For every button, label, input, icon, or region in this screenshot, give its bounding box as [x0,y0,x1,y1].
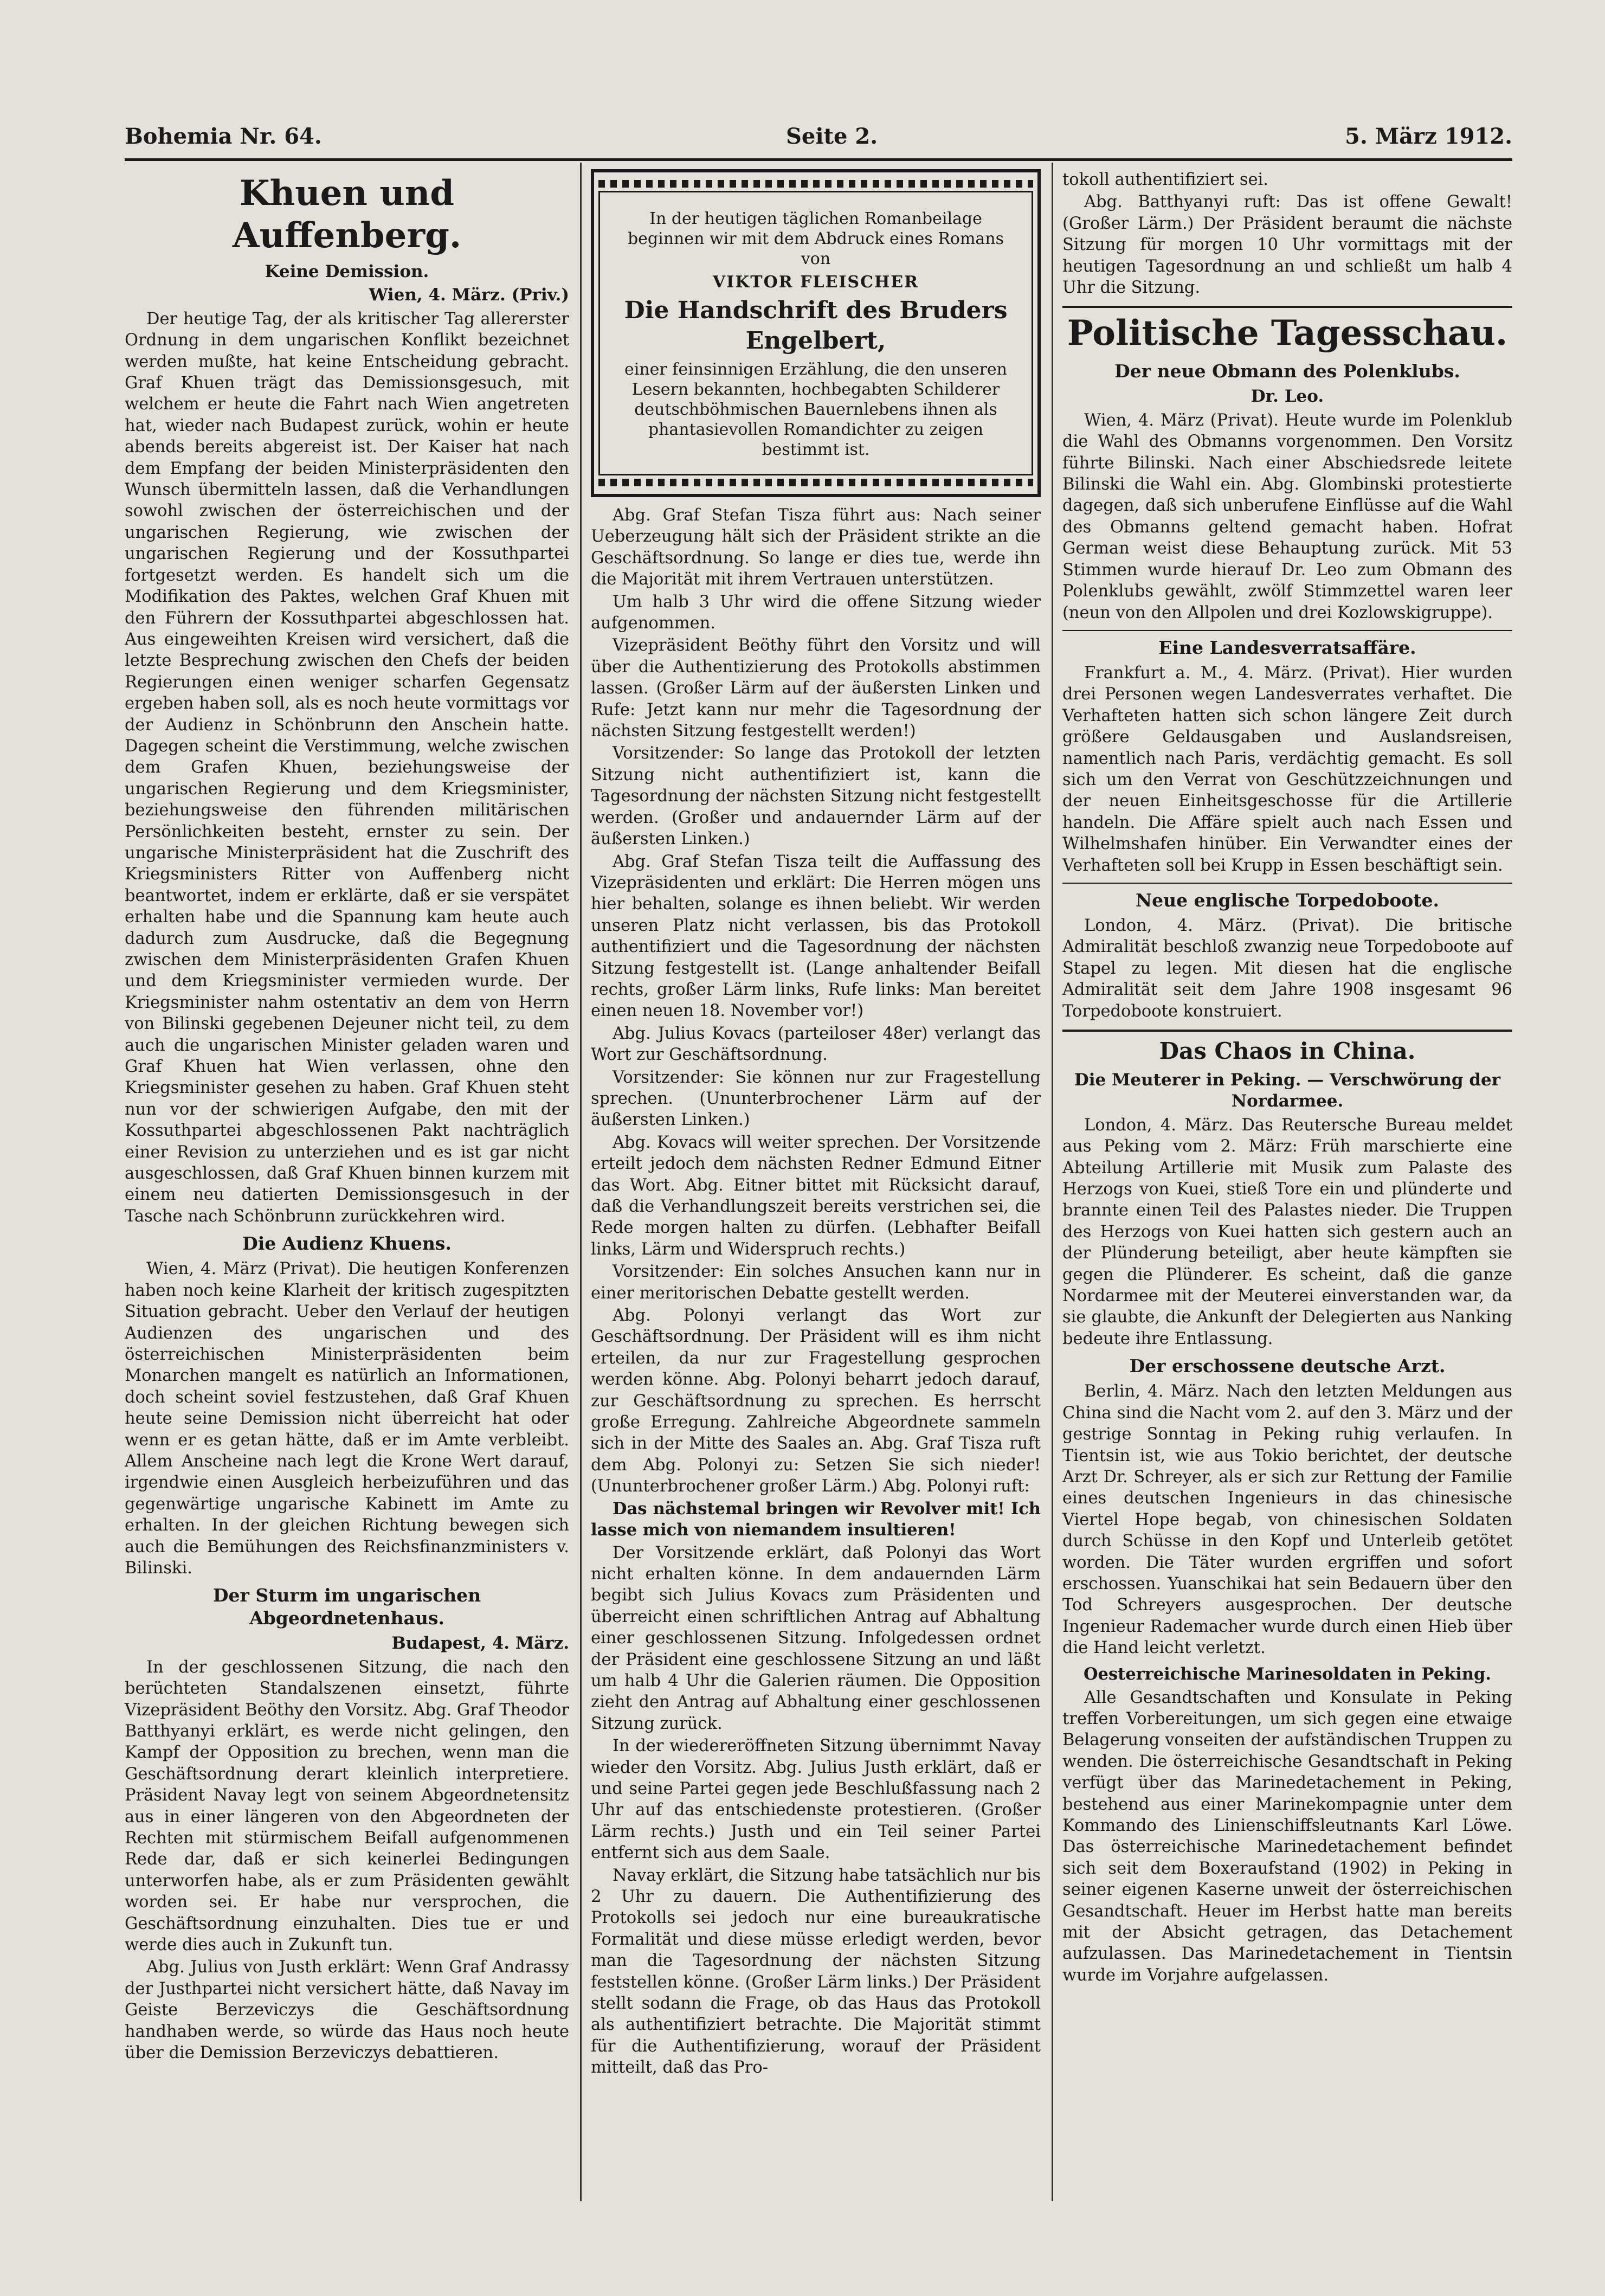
article-title-khuen: Khuen und Auffenberg. [232,173,462,256]
article-paragraph: Der heutige Tag, der als kritischer Tag allererster Ordnung in dem ungarischen Konflikt bezeichnet werden mußte, hat keine Entscheidung gebracht. Graf Khuen trägt das Demissionsgesuch, mit welchem er heute die Fahrt nach Wien angetreten hat, wieder nach Budapest zurück, wohin er heute abends bereits abgereist ist. Der Kaiser hat nach dem Empfang der beiden Ministerpräsidenten den Wunsch übermitteln lassen, daß die Verhandlungen sowohl zwischen der österreichischen und der ungarischen Regierung, wie zwischen der ungarischen Regierung und der Kossuthpartei fortgesetzt werden. Es handelt sich um die Modifikation des Paktes, welchen Graf Khuen mit den Führern der Kossuthpartei abgeschlossen hat. Aus eingeweihten Kreisen wird versichert, daß die letzte Besprechung zwischen den Chefs der beiden Regierungen einen weniger scharfen Gegensatz ergeben haben soll, als es noch heute vormittags vor der Audienz in Schönbrunn den Anschein hatte. Dagegen scheint die Verstimmung, welche zwischen dem Grafen Khuen, beziehungsweise der ungarischen Regierung und dem Kriegsminister, beziehungsweise den führenden militärischen Persönlichkeiten besteht, ernster zu sein. Der ungarische Ministerpräsident hat die Zuschrift des Kriegsministers Ritter von Auffenberg nicht beantwortet, indem er erklärte, daß er sie verspätet erhalten habe und die Spannung kam heute auch dadurch zum Ausdrucke, daß die Begegnung zwischen dem Ministerpräsidenten Grafen Khuen und dem Kriegsminister vermieden wurde. Der Kriegsminister nahm ostentativ an dem von Herrn von Bilinski gegebenen Dejeuner nicht teil, zu dem auch die ungarischen Minister geladen waren und Graf Khuen hat Wien verlassen, ohne den Kriegsminister gesehen zu haben. Graf Khuen steht nun vor der schwierigen Aufgabe, den mit der Kossuthpartei abgeschlossenen Pakt nachträglich einer Revision zu unterziehen und es ist gar nicht ausgeschlossen, daß Graf Khuen binnen kurzem mit einem neu datierten Demissionsgesuch in der Tasche nach Schönbrunn zurückkehren wird. [125,309,569,1226]
issue-number: Bohemia Nr. 64. [125,124,322,149]
section-title-tagesschau: Politische Tagesschau. [1067,313,1508,354]
column-rule-1 [580,163,582,2201]
article-paragraph: Wien, 4. März (Privat). Die heutigen Konferenzen haben noch keine Klarheit der kritisch zugespitzten Situation gebracht. Ueber den Verlauf der heutigen Audienzen des ungarischen und des österreichischen Ministerpräsidenten beim Monarchen mangelt es natürlich an Informationen, doch scheint soviel festzustehen, daß Graf Khuen heute seine Demission nicht überreicht hat oder wenn er es getan hätte, daß er im Amte verbleibt. Allem Anscheine nach legt die Krone Wert darauf, irgendwie einen Ausgleich herbeizuführen und das gegenwärtige ungarische Kabinett im Amte zu erhalten. In der gleichen Richtung bewegen sich auch die Bemühungen des Reichsfinanzministers v. Bilinski. [125,1259,569,1578]
article-paragraph: Wien, 4. März (Privat). Heute wurde im Polenklub die Wahl des Obmanns vorgenommen. Den Vorsitz führte Bilinski. Nach einer Abschiedsrede leitete Bilinski die Wahl ein. Abg. Glombinski protestierte dagegen, daß sich unberufene Einflüsse auf die Wahl des Obmanns geltend gemacht haben. Hofrat German weist diese Behauptung zurück. Mit 53 Stimmen wurde hierauf Dr. Leo zum Obmann des Polenklubs gewählt, zwölf Stimmzettel waren leer (neun von den Allpolen und drei Kozlowskigruppe). [1062,410,1512,622]
article-paragraph: Der Vorsitzende erklärt, daß Polonyi das Wort nicht erhalten könne. In dem andauernden Lärm begibt sich Julius Kovacs zum Präsidenten und überreicht einen schriftlichen Antrag auf Abhaltung einer geschlossenen Sitzung. Infolgedessen ordnet der Präsident eine geschlossene Sitzung an und läßt um halb 4 Uhr die Galerien räumen. Die Opposition zieht den Antrag auf Abhaltung einer geschlossenen Sitzung zurück. [591,1543,1041,1733]
section-rule [1062,1030,1512,1032]
article-paragraph: Abg. Julius Kovacs (parteiloser 48er) verlangt das Wort zur Geschäftsordnung. [591,1024,1041,1065]
subhead-landesverrat: Eine Landesverratsaffäre. [1158,636,1416,658]
dateline: Budapest, 4. März. [391,1633,569,1654]
subhead-torpedoboote: Neue englische Torpedoboote. [1135,889,1440,911]
subhead-marine: Oesterreichische Marinesoldaten in Peking. [1083,1664,1491,1684]
subhead-polenklub: Der neue Obmann des Polenklubs. [1114,361,1460,382]
article-paragraph: tokoll authentifiziert sei. [1062,170,1268,189]
subhead-audienz: Die Audienz Khuens. [242,1233,452,1255]
article-subtitle: Dr. Leo. [1251,387,1324,407]
header-rule [125,158,1512,161]
article-paragraph: Alle Gesandtschaften und Konsulate in Peking treffen Vorbereitungen, um sich gegen eine etwaige Belagerung vonseiten der aufständischen Truppen zu wenden. Die österreichische Gesandtschaft in Peking verfügt über das Marinedetachement in Peking, bestehend aus einer Marinekompagnie unter dem Kommando des Linienschiffsleutnants Karl Löwe. Das österreichische Marinedetachement befindet sich seit dem Boxeraufstand (1902) in Peking in seiner eigenen Kaserne unweit der österreichischen Gesandtschaft. Heuer im Herbst hatte man bereits mit der Absicht getragen, das Detachement aufzulassen. Das Marinedetachement in Tientsin wurde im Vorjahre aufgelassen. [1062,1688,1512,1985]
article-paragraph: Das nächstemal bringen wir Revolver mit! Ich lasse mich von niemandem insultieren! [591,1498,1041,1540]
section-rule [1062,630,1512,631]
box-ornament [598,479,1033,486]
article-paragraph: Abg. Polonyi verlangt das Wort zur Geschäftsordnung. Der Präsident will es ihm nicht erteilen, da nur zur Fragestellung gesprochen werden könne. Abg. Polonyi beharrt jedoch darauf, zur Geschäftsordnung zu sprechen. Es herrscht große Erregung. Zahlreiche Abgeordnete sammeln sich in der Mitte des Saales an. Abg. Graf Tisza ruft dem Abg. Polonyi zu: Setzen Sie sich nieder! (Ununterbrochener großer Lärm.) Abg. Polonyi ruft: [591,1306,1041,1496]
page-number: Seite 2. [786,124,878,149]
subhead-sturm: Der Sturm im ungarischen Abgeordnetenhaus. [212,1585,481,1629]
novel-announcement-box [591,169,1041,497]
article-paragraph: Abg. Batthyanyi ruft: Das ist offene Gewalt! (Großer Lärm.) Der Präsident beraumt die nächste Sitzung für morgen 10 Uhr vormittags mit der heutigen Tagesordnung an und schließt um halb 4 Uhr die Sitzung. [1062,192,1512,298]
article-paragraph: Abg. Julius von Justh erklärt: Wenn Graf Andrassy der Justhpartei nicht versichert hätte, daß Navay im Geiste Berzeviczys die Geschäftsordnung handhaben werde, so würde das Haus noch heute über die Demission Berzeviczys debattieren. [125,1958,569,2063]
article-subtitle: Die Meuterer in Peking. — Verschwörung der Nordarmee. [1074,1070,1501,1111]
article-paragraph: In der wiedereröffneten Sitzung übernimmt Navay wieder den Vorsitz. Abg. Julius Justh erklärt, daß er und seine Partei gegen jede Beschlußfassung nach 2 Uhr auf das entschiedenste protestieren. (Großer Lärm rechts.) Justh und ein Teil seiner Partei entfernt sich aus dem Saale. [591,1737,1041,1863]
column-3 [1062,169,1512,1987]
article-paragraph: Abg. Kovacs will weiter sprechen. Der Vorsitzende erteilt jedoch dem nächsten Redner Edmund Eitner das Wort. Abg. Eitner bittet mit Rücksicht darauf, daß die Verhandlungszeit bereits verstrichen sei, die Rede morgen halten zu dürfen. (Lebhafter Beifall links, Lärm und Widerspruch rechts.) [591,1133,1041,1259]
article-paragraph: Vorsitzender: So lange das Protokoll der letzten Sitzung nicht authentifiziert ist, kann die Tagesordnung der nächsten Sitzung nicht festgestellt werden. (Großer und andauernder Lärm auf der äußersten Linken.) [591,744,1041,849]
article-paragraph: London, 4. März. Das Reutersche Bureau meldet aus Peking vom 2. März: Früh marschierte eine Abteilung Artillerie mit Musik zum Palaste des Herzogs von Kuei, stieß Tore ein und plünderte und brannte einen Teil des Palastes nieder. Die Truppen des Herzogs von Kuei hatten sich gestern auch an der Plünderung beteiligt, aber heute kämpften sie gegen die Plünderer. Es scheint, daß die ganze Nordarmee mit der Meuterei einverstanden war, da sie glaubte, die Ankunft der Delegierten aus Nanking bedeute ihre Entlassung. [1062,1115,1512,1348]
article-subtitle: Keine Demission. [265,262,429,281]
announcement-intro: In der heutigen täglichen Romanbeilage beginnen wir mit dem Abdruck eines Romans von [627,209,1004,268]
article-paragraph: In der geschlossenen Sitzung, die nach den berüchteten Standalszenen einsetzt, führte Vizepräsident Beöthy den Vorsitz. Abg. Graf Theodor Batthyanyi erklärt, es werde nicht gelingen, den Kampf der Opposition zu brechen, wenn man die Geschäftsordnung derart kleinlich interpretiere. Präsident Navay legt von seinem Abgeordnetensitz aus in einer längeren von den Abgeordneten der Rechten mit stürmischem Beifall aufgenommenen Rede dar, daß er sich keinerlei Bedingungen unterworfen habe, als er zum Präsidenten gewählt worden sei. Er habe nur versprochen, die Geschäftsordnung einzuhalten. Dies tue er und werde dies auch in Zukunft tun. [125,1657,569,1955]
column-1 [125,169,569,2065]
article-paragraph: Abg. Graf Stefan Tisza führt aus: Nach seiner Ueberzeugung hält sich der Präsident strikte an die Geschäftsordnung. So lange er dies tue, werde ihn die Majorität mit ihrem Vertrauen unterstützen. [591,506,1041,589]
novel-announcement [598,191,1033,475]
announcement-text: einer feinsinnigen Erzählung, die den unseren Lesern bekannten, hochbegabten Schilderer deutschböhmischen Bauernlebens ihnen als phantasievollen Romandichter zu zeigen bestimmt ist. [624,360,1007,459]
dateline: Wien, 4. März. (Priv.) [369,285,569,305]
article-paragraph: Vorsitzender: Sie können nur zur Fragestellung sprechen. (Ununterbrochener Lärm auf der äußersten Linken.) [591,1067,1041,1130]
article-paragraph: Vizepräsident Beöthy führt den Vorsitz und will über die Authentizierung des Protokolls abstimmen lassen. (Großer Lärm auf der äußersten Linken und Rufe: Jetzt kann nur mehr die Tagesordnung der nächsten Sitzung festgestellt werden!) [591,636,1041,741]
column-rule-2 [1052,163,1053,2201]
issue-date: 5. März 1912. [1345,124,1512,149]
article-paragraph: Abg. Graf Stefan Tisza teilt die Auffassung des Vizepräsidenten und erklärt: Die Herren mögen uns hier behalten, solange es ihnen beliebt. Wir werden unseren Platz nicht verlassen, bis das Protokoll authentifiziert und die Tagesordnung der nächsten Sitzung festgestellt ist. (Lange anhaltender Beifall rechts, großer Lärm links, Rufe links: Man bereitet einen neuen 18. November vor!) [591,852,1041,1021]
article-paragraph: London, 4. März. (Privat). Die britische Admiralität beschloß zwanzig neue Torpedoboote auf Stapel zu legen. Mit diesen hat die englische Admiralität seit dem Jahre 1908 insgesamt 96 Torpedoboote konstruiert. [1062,916,1512,1021]
column-2 [591,169,1041,2080]
article-paragraph: Navay erklärt, die Sitzung habe tatsächlich nur bis 2 Uhr zu dauern. Die Authentifizierung des Protokolls sei jedoch nur eine bureaukratische Formalität und diese müsse erledigt werden, bevor man die Tagesordnung der nächsten Sitzung feststellen könne. (Großer Lärm links.) Der Präsident stellt sodann die Frage, ob das Haus das Protokoll als authentifiziert betrachte. Die Majorität stimmt für die Authentifizierung, worauf der Präsident mitteilt, daß das Pro- [591,1866,1041,2078]
article-paragraph: Um halb 3 Uhr wird die offene Sitzung wieder aufgenommen. [591,592,1041,633]
section-rule [1062,306,1512,308]
section-rule [1062,883,1512,884]
running-header [125,124,1512,156]
novel-author: VIKTOR FLEISCHER [712,273,919,292]
novel-title: Die Handschrift des Bruders Engelbert, [624,297,1008,355]
article-paragraph: Vorsitzender: Ein solches Ansuchen kann nur in einer meritorischen Debatte gestellt werden. [591,1262,1041,1303]
box-ornament [598,180,1033,188]
section-title-china: Das Chaos in China. [1159,1038,1416,1064]
article-paragraph: Berlin, 4. März. Nach den letzten Meldungen aus China sind die Nacht vom 2. auf den 3. März und der gestrige Sonntag in Peking ruhig verlaufen. In Tientsin ist, wie aus Tokio berichtet, der deutsche Arzt Dr. Schreyer, als er sich zur Rettung der Familie eines deutschen Ingenieurs in das chinesische Viertel Hope begab, von chinesischen Soldaten durch Schüsse in den Kopf und Unterleib getötet worden. Die Täter wurden ergriffen und sofort erschossen. Yuanschikai hat sein Bedauern über den Tod Schreyers ausgesprochen. Der deutsche Ingenieur Rademacher wurde durch einen Hieb über die Hand leicht verletzt. [1062,1382,1512,1658]
subhead-arzt: Der erschossene deutsche Arzt. [1129,1355,1446,1377]
article-paragraph: Frankfurt a. M., 4. März. (Privat). Hier wurden drei Personen wegen Landesverrates verhaftet. Die Verhafteten hatten sich schon längere Zeit durch größere Geldausgaben und Auslandsreisen, namentlich nach Paris, verdächtig gemacht. Es soll sich um den Verrat von Geschützzeichnungen und der neuen Einheitsgeschosse für die Artillerie handeln. Die Affäre spielt auch nach Essen und Wilhelmshafen hinüber. Ein Verwandter eines der Verhafteten soll bei Krupp in Essen beschäftigt sein. [1062,663,1512,875]
